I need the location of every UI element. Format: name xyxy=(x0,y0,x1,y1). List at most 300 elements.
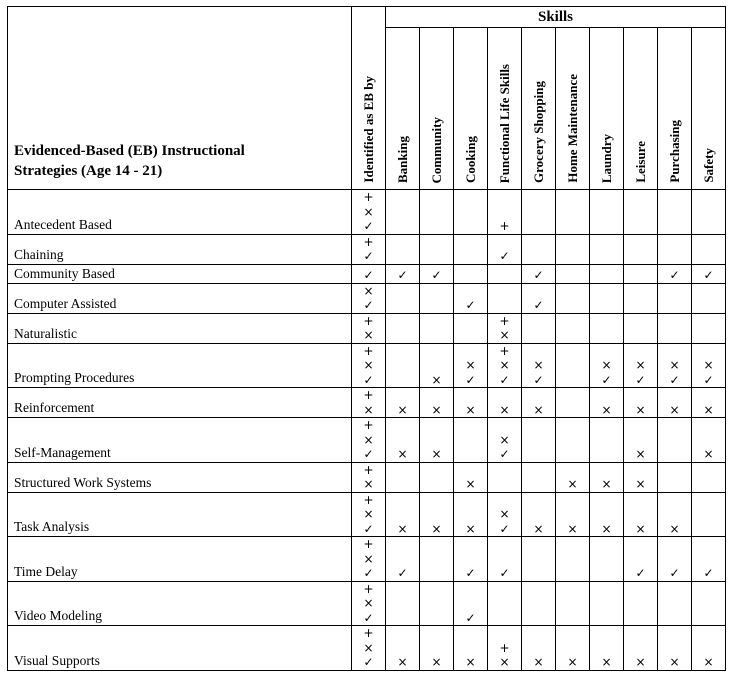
identified-cell xyxy=(352,190,386,235)
skill-cell xyxy=(624,283,658,313)
skill-cell xyxy=(692,462,726,492)
skill-cell xyxy=(556,234,590,264)
skill-cell xyxy=(692,264,726,283)
strategy-name: Community Based xyxy=(8,264,352,283)
skill-cell xyxy=(420,190,454,235)
skill-cell xyxy=(658,462,692,492)
identified-cell xyxy=(352,264,386,283)
skill-cell xyxy=(658,313,692,343)
skill-cell xyxy=(522,626,556,671)
skill-cell xyxy=(522,462,556,492)
skill-cell xyxy=(420,626,454,671)
identified-cell xyxy=(352,581,386,626)
check-mark: ✓ xyxy=(363,372,374,387)
skill-header: Cooking xyxy=(462,136,478,183)
skill-cell xyxy=(488,462,522,492)
skill-cell xyxy=(522,581,556,626)
skill-cell xyxy=(522,343,556,388)
skill-cell xyxy=(590,418,624,463)
skill-cell xyxy=(624,492,658,537)
cross-mark: × xyxy=(635,655,646,669)
skill-cell xyxy=(454,343,488,388)
skill-cell xyxy=(556,462,590,492)
strategy-name: Computer Assisted xyxy=(8,283,352,313)
skill-cell xyxy=(658,388,692,418)
skill-cell xyxy=(590,234,624,264)
skill-cell xyxy=(624,388,658,418)
skill-cell xyxy=(420,313,454,343)
skill-cell xyxy=(590,343,624,388)
skill-header: Home Maintenance xyxy=(564,74,580,183)
skill-cell xyxy=(488,492,522,537)
skill-cell xyxy=(556,190,590,235)
cross-mark: × xyxy=(465,358,476,372)
plus-mark: + xyxy=(499,219,510,233)
skill-cell xyxy=(556,626,590,671)
cross-mark: × xyxy=(363,358,374,372)
cross-mark: × xyxy=(499,507,510,521)
identified-header-cell xyxy=(352,7,386,190)
cross-mark: × xyxy=(533,521,544,536)
skill-cell xyxy=(658,537,692,582)
skill-cell xyxy=(488,388,522,418)
strategy-name: Time Delay xyxy=(8,537,352,582)
skill-header-cell xyxy=(624,28,658,190)
skill-cell xyxy=(692,492,726,537)
skill-cell xyxy=(556,313,590,343)
check-mark: ✓ xyxy=(397,566,408,580)
skill-cell xyxy=(658,343,692,388)
skill-cell xyxy=(522,418,556,463)
cross-mark: × xyxy=(431,372,442,387)
skill-cell xyxy=(692,190,726,235)
plus-mark: + xyxy=(363,537,374,551)
skill-header-cell xyxy=(658,28,692,190)
strategy-name: Naturalistic xyxy=(8,313,352,343)
skill-cell xyxy=(624,264,658,283)
skill-cell xyxy=(556,388,590,418)
cross-mark: × xyxy=(363,432,374,447)
cross-mark: × xyxy=(635,477,646,491)
cross-mark: × xyxy=(499,358,510,372)
strategy-name: Prompting Procedures xyxy=(8,343,352,388)
skill-cell xyxy=(488,537,522,582)
skill-cell xyxy=(590,581,624,626)
identified-header: Identified as EB by xyxy=(360,76,376,183)
cross-mark: × xyxy=(635,402,646,417)
check-mark: ✓ xyxy=(703,372,714,387)
cross-mark: × xyxy=(567,655,578,669)
skill-cell xyxy=(454,264,488,283)
plus-mark: + xyxy=(363,626,374,640)
skill-cell xyxy=(522,264,556,283)
skill-cell xyxy=(386,313,420,343)
skill-header-cell xyxy=(692,28,726,190)
check-mark: ✓ xyxy=(703,268,714,282)
identified-cell xyxy=(352,418,386,463)
skill-cell xyxy=(692,234,726,264)
check-mark: ✓ xyxy=(363,268,374,282)
skill-cell xyxy=(658,492,692,537)
table-row xyxy=(8,462,726,492)
skill-cell xyxy=(420,388,454,418)
strategy-name: Reinforcement xyxy=(8,388,352,418)
cross-mark: × xyxy=(465,477,476,491)
table-row xyxy=(8,190,726,235)
cross-mark: × xyxy=(601,358,612,372)
skill-cell xyxy=(624,537,658,582)
table-row xyxy=(8,581,726,626)
skill-cell xyxy=(624,418,658,463)
skill-cell xyxy=(692,283,726,313)
skill-header-cell xyxy=(386,28,420,190)
check-mark: ✓ xyxy=(465,298,476,312)
check-mark: ✓ xyxy=(601,372,612,387)
skill-header-cell xyxy=(590,28,624,190)
skill-cell xyxy=(488,190,522,235)
cross-mark: × xyxy=(601,477,612,491)
skill-cell xyxy=(590,537,624,582)
skill-cell xyxy=(454,581,488,626)
cross-mark: × xyxy=(499,328,510,342)
cross-mark: × xyxy=(465,402,476,417)
skill-cell xyxy=(386,626,420,671)
skill-cell xyxy=(488,313,522,343)
skill-cell xyxy=(420,234,454,264)
table-row xyxy=(8,313,726,343)
skill-cell xyxy=(590,283,624,313)
skill-header-cell xyxy=(556,28,590,190)
skill-cell xyxy=(692,626,726,671)
check-mark: ✓ xyxy=(499,566,510,580)
skill-cell xyxy=(692,388,726,418)
skill-cell xyxy=(488,234,522,264)
check-mark: ✓ xyxy=(363,610,374,625)
skill-cell xyxy=(556,264,590,283)
identified-cell xyxy=(352,313,386,343)
cross-mark: × xyxy=(669,358,680,372)
skill-cell xyxy=(386,537,420,582)
skill-cell xyxy=(488,343,522,388)
check-mark: ✓ xyxy=(533,298,544,312)
table-row xyxy=(8,388,726,418)
skill-cell xyxy=(522,313,556,343)
skill-cell xyxy=(522,492,556,537)
skill-cell xyxy=(692,537,726,582)
cross-mark: × xyxy=(703,402,714,417)
skill-cell xyxy=(386,418,420,463)
skill-cell xyxy=(658,283,692,313)
cross-mark: × xyxy=(431,447,442,461)
skill-cell xyxy=(386,462,420,492)
strategy-name: Structured Work Systems xyxy=(8,462,352,492)
check-mark: ✓ xyxy=(465,372,476,387)
skill-cell xyxy=(522,283,556,313)
table-row xyxy=(8,283,726,313)
skill-cell xyxy=(386,492,420,537)
skill-cell xyxy=(692,343,726,388)
check-mark: ✓ xyxy=(703,566,714,580)
cross-mark: × xyxy=(533,358,544,372)
cross-mark: × xyxy=(669,521,680,536)
table-row xyxy=(8,492,726,537)
skill-header: Leisure xyxy=(632,141,648,183)
skill-cell xyxy=(386,264,420,283)
check-mark: ✓ xyxy=(363,298,374,312)
skills-header: Skills xyxy=(386,7,726,28)
cross-mark: × xyxy=(703,447,714,461)
check-mark: ✓ xyxy=(533,372,544,387)
check-mark: ✓ xyxy=(499,372,510,387)
skill-cell xyxy=(386,283,420,313)
skill-header-cell xyxy=(522,28,556,190)
skill-cell xyxy=(522,190,556,235)
check-mark: ✓ xyxy=(363,447,374,461)
skill-cell xyxy=(488,626,522,671)
plus-mark: + xyxy=(363,234,374,249)
table-row xyxy=(8,264,726,283)
skill-cell xyxy=(556,492,590,537)
cross-mark: × xyxy=(363,328,374,342)
strategies-body xyxy=(8,190,726,671)
cross-mark: × xyxy=(397,447,408,461)
skill-cell xyxy=(590,388,624,418)
check-mark: ✓ xyxy=(363,566,374,580)
skill-cell xyxy=(454,190,488,235)
strategy-name: Self-Management xyxy=(8,418,352,463)
check-mark: ✓ xyxy=(669,566,680,580)
check-mark: ✓ xyxy=(499,521,510,536)
cross-mark: × xyxy=(499,655,510,669)
skill-header-cell xyxy=(488,28,522,190)
check-mark: ✓ xyxy=(669,372,680,387)
plus-mark: + xyxy=(499,640,510,655)
skill-cell xyxy=(488,264,522,283)
cross-mark: × xyxy=(601,521,612,536)
skill-cell xyxy=(386,343,420,388)
cross-mark: × xyxy=(363,402,374,417)
strategy-name: Chaining xyxy=(8,234,352,264)
skill-cell xyxy=(454,418,488,463)
skill-cell xyxy=(624,581,658,626)
skill-header: Community xyxy=(428,116,444,183)
plus-mark: + xyxy=(363,388,374,402)
strategy-name: Visual Supports xyxy=(8,626,352,671)
check-mark: ✓ xyxy=(669,268,680,282)
cross-mark: × xyxy=(363,283,374,298)
skill-cell xyxy=(522,234,556,264)
skill-cell xyxy=(556,343,590,388)
cross-mark: × xyxy=(499,432,510,447)
skill-header: Functional Life Skills xyxy=(496,63,512,183)
cross-mark: × xyxy=(669,655,680,669)
cross-mark: × xyxy=(465,521,476,536)
plus-mark: + xyxy=(363,190,374,204)
check-mark: ✓ xyxy=(465,610,476,625)
strategy-name: Video Modeling xyxy=(8,581,352,626)
identified-cell xyxy=(352,234,386,264)
cross-mark: × xyxy=(363,204,374,219)
cross-mark: × xyxy=(703,655,714,669)
skill-cell xyxy=(420,581,454,626)
skill-cell xyxy=(624,343,658,388)
cross-mark: × xyxy=(397,521,408,536)
skill-cell xyxy=(658,234,692,264)
skill-cell xyxy=(454,462,488,492)
check-mark: ✓ xyxy=(533,268,544,282)
skill-cell xyxy=(386,581,420,626)
cross-mark: × xyxy=(363,596,374,610)
check-mark: ✓ xyxy=(363,249,374,263)
plus-mark: + xyxy=(363,343,374,358)
check-mark: ✓ xyxy=(397,268,408,282)
skill-cell xyxy=(624,313,658,343)
skill-cell xyxy=(590,190,624,235)
skill-cell xyxy=(590,313,624,343)
skill-cell xyxy=(386,388,420,418)
cross-mark: × xyxy=(499,402,510,417)
table-row xyxy=(8,234,726,264)
skill-header: Purchasing xyxy=(666,120,682,183)
check-mark: ✓ xyxy=(363,521,374,536)
cross-mark: × xyxy=(363,640,374,655)
check-mark: ✓ xyxy=(465,566,476,580)
skill-cell xyxy=(658,418,692,463)
skill-cell xyxy=(454,313,488,343)
skill-cell xyxy=(556,418,590,463)
skill-cell xyxy=(658,626,692,671)
skill-header: Safety xyxy=(700,148,716,183)
skill-cell xyxy=(386,190,420,235)
cross-mark: × xyxy=(533,655,544,669)
table-row xyxy=(8,418,726,463)
skill-cell xyxy=(658,190,692,235)
skill-cell xyxy=(658,581,692,626)
skill-cell xyxy=(420,418,454,463)
identified-cell xyxy=(352,462,386,492)
skill-cell xyxy=(556,581,590,626)
check-mark: ✓ xyxy=(363,219,374,233)
cross-mark: × xyxy=(431,655,442,669)
cross-mark: × xyxy=(635,447,646,461)
plus-mark: + xyxy=(363,418,374,432)
check-mark: ✓ xyxy=(499,447,510,461)
cross-mark: × xyxy=(397,402,408,417)
skill-cell xyxy=(624,462,658,492)
skill-cell xyxy=(488,581,522,626)
cross-mark: × xyxy=(363,551,374,566)
skill-cell xyxy=(522,537,556,582)
skill-cell xyxy=(556,283,590,313)
skill-cell xyxy=(590,264,624,283)
skill-cell xyxy=(658,264,692,283)
check-mark: ✓ xyxy=(635,372,646,387)
cross-mark: × xyxy=(601,655,612,669)
strategy-name: Antecedent Based xyxy=(8,190,352,235)
check-mark: ✓ xyxy=(431,268,442,282)
skill-cell xyxy=(386,234,420,264)
cross-mark: × xyxy=(431,402,442,417)
cross-mark: × xyxy=(363,507,374,521)
skill-header-cell xyxy=(420,28,454,190)
skill-cell xyxy=(692,418,726,463)
eb-strategies-table xyxy=(7,6,726,671)
skill-cell xyxy=(420,492,454,537)
skill-cell xyxy=(454,234,488,264)
skill-cell xyxy=(590,492,624,537)
skill-cell xyxy=(420,264,454,283)
plus-mark: + xyxy=(363,313,374,328)
check-mark: ✓ xyxy=(635,566,646,580)
skill-header: Banking xyxy=(394,136,410,183)
skill-cell xyxy=(624,626,658,671)
skill-cell xyxy=(590,462,624,492)
table-row xyxy=(8,626,726,671)
plus-mark: + xyxy=(363,462,374,477)
plus-mark: + xyxy=(363,492,374,507)
table-row xyxy=(8,537,726,582)
skill-cell xyxy=(420,462,454,492)
table-title: Evidenced-Based (EB) Instructional Strategies (Age 14 - 21) xyxy=(8,7,352,190)
skill-cell xyxy=(420,343,454,388)
cross-mark: × xyxy=(567,521,578,536)
strategy-name: Task Analysis xyxy=(8,492,352,537)
skill-cell xyxy=(590,626,624,671)
table-row xyxy=(8,343,726,388)
cross-mark: × xyxy=(635,358,646,372)
skill-cell xyxy=(692,581,726,626)
skill-cell xyxy=(488,283,522,313)
check-mark: ✓ xyxy=(499,249,510,263)
skill-cell xyxy=(420,283,454,313)
skill-cell xyxy=(454,537,488,582)
cross-mark: × xyxy=(635,521,646,536)
cross-mark: × xyxy=(363,477,374,491)
identified-cell xyxy=(352,492,386,537)
cross-mark: × xyxy=(397,655,408,669)
cross-mark: × xyxy=(431,521,442,536)
skill-cell xyxy=(624,234,658,264)
skill-cell xyxy=(522,388,556,418)
identified-cell xyxy=(352,343,386,388)
skill-cell xyxy=(454,492,488,537)
skill-header-cell xyxy=(454,28,488,190)
skill-header: Laundry xyxy=(598,133,614,183)
cross-mark: × xyxy=(567,477,578,491)
skill-cell xyxy=(454,388,488,418)
plus-mark: + xyxy=(363,581,374,596)
skill-cell xyxy=(454,283,488,313)
cross-mark: × xyxy=(533,402,544,417)
identified-cell xyxy=(352,283,386,313)
cross-mark: × xyxy=(669,402,680,417)
skill-cell xyxy=(420,537,454,582)
cross-mark: × xyxy=(703,358,714,372)
skill-cell xyxy=(692,313,726,343)
identified-cell xyxy=(352,388,386,418)
check-mark: ✓ xyxy=(363,655,374,669)
identified-cell xyxy=(352,626,386,671)
identified-cell xyxy=(352,537,386,582)
skill-header: Grocery Shopping xyxy=(530,81,546,183)
cross-mark: × xyxy=(465,655,476,669)
cross-mark: × xyxy=(601,402,612,417)
skill-cell xyxy=(624,190,658,235)
plus-mark: + xyxy=(499,313,510,328)
skill-cell xyxy=(454,626,488,671)
skill-cell xyxy=(556,537,590,582)
plus-mark: + xyxy=(499,343,510,358)
